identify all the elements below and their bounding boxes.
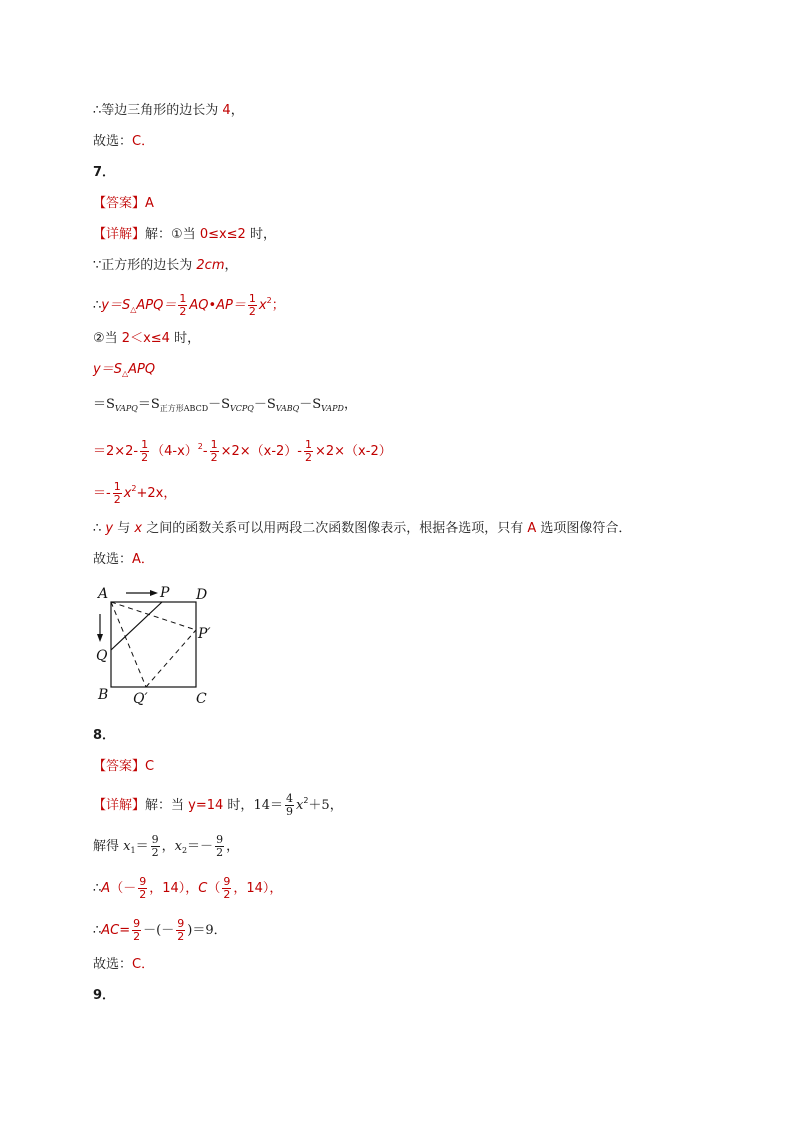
text: 故选： bbox=[93, 134, 133, 149]
math: x bbox=[258, 298, 267, 313]
math-sub: VAPQ bbox=[114, 404, 138, 413]
fraction-9-2 bbox=[215, 834, 224, 859]
question-number: 7． bbox=[93, 165, 116, 180]
math-sub: △ bbox=[121, 369, 129, 378]
text: 与 bbox=[113, 521, 135, 536]
q7-case2-line bbox=[93, 330, 200, 348]
numerator: 1 bbox=[179, 292, 187, 305]
q8-answer-line bbox=[93, 758, 154, 776]
text: ． bbox=[140, 552, 154, 567]
denominator: 2 bbox=[139, 888, 147, 901]
text: ∵正方形的边长为 bbox=[93, 258, 197, 273]
math: （ bbox=[207, 881, 221, 896]
condition: 2＜x≤4 bbox=[121, 331, 170, 346]
text: 时， bbox=[169, 331, 201, 346]
fraction-half bbox=[304, 439, 313, 464]
math: ＝S bbox=[137, 397, 160, 412]
label-q: Q bbox=[96, 648, 108, 664]
answer-tag: 【答案】 bbox=[93, 759, 146, 774]
math: ＝ bbox=[135, 839, 149, 854]
denominator: 2 bbox=[210, 451, 218, 464]
q8-points-line bbox=[93, 876, 282, 901]
denominator: 2 bbox=[141, 451, 149, 464]
fraction-half bbox=[210, 439, 219, 464]
numerator: 9 bbox=[177, 917, 185, 930]
answer-tag: 【答案】 bbox=[93, 196, 146, 211]
condition: 0≤x≤2 bbox=[199, 227, 246, 242]
text: ∴ bbox=[93, 298, 102, 313]
arrow-down-head bbox=[97, 634, 103, 642]
text: 选项图像符合． bbox=[536, 521, 632, 536]
denominator: 2 bbox=[177, 930, 185, 943]
label-a: A bbox=[98, 586, 109, 602]
math: ，14）， bbox=[233, 881, 283, 896]
text: ∴等边三角形的边长为 bbox=[93, 103, 223, 118]
text: 故选： bbox=[93, 552, 133, 567]
math: - bbox=[202, 444, 208, 459]
text: ∴ bbox=[93, 521, 106, 536]
text: 解：①当 bbox=[145, 227, 200, 242]
answer: A bbox=[132, 552, 141, 567]
q8-detail-line bbox=[93, 792, 343, 818]
arrow-right-head bbox=[150, 590, 158, 596]
text: ∴ bbox=[93, 881, 102, 896]
numerator: 1 bbox=[210, 438, 218, 451]
fraction-9-2 bbox=[151, 834, 160, 859]
answer: A bbox=[145, 196, 154, 211]
math: )＝9 bbox=[187, 923, 214, 938]
numerator: 9 bbox=[216, 833, 224, 846]
q7-y-line bbox=[93, 361, 155, 383]
detail-tag: 【详解】 bbox=[93, 227, 146, 242]
math: －(－ bbox=[143, 923, 175, 938]
math: x bbox=[295, 798, 304, 813]
math: 14＝ bbox=[253, 798, 283, 813]
math-sub: 1 bbox=[130, 846, 136, 855]
math: +2x， bbox=[136, 486, 177, 501]
q8-selection-line bbox=[93, 956, 154, 974]
denominator: 2 bbox=[223, 888, 231, 901]
numerator: 9 bbox=[139, 875, 147, 888]
fraction-9-2 bbox=[138, 876, 147, 901]
numerator: 9 bbox=[133, 917, 141, 930]
q7-number bbox=[93, 164, 115, 182]
q7-area-formula-1 bbox=[93, 292, 285, 319]
segment-pq bbox=[111, 602, 162, 650]
numerator: 9 bbox=[223, 875, 231, 888]
math: ＝S bbox=[93, 397, 115, 412]
math-sup: 2 bbox=[131, 484, 137, 493]
math: ，14）， bbox=[149, 881, 199, 896]
text: ． bbox=[141, 134, 155, 149]
text: 时， bbox=[223, 798, 254, 813]
segment-q-prime-p-prime bbox=[146, 630, 196, 687]
numerator: 4 bbox=[285, 792, 293, 805]
denominator: 2 bbox=[248, 305, 256, 318]
text: ． bbox=[141, 957, 155, 972]
math-sub: VCPQ bbox=[230, 404, 254, 413]
text: ∴ bbox=[93, 923, 102, 938]
math-sup: 2 bbox=[197, 442, 203, 451]
label-b: B bbox=[98, 687, 109, 703]
denominator: 2 bbox=[133, 930, 141, 943]
square-figure bbox=[90, 580, 230, 710]
math: ＋5 bbox=[308, 798, 330, 813]
denominator: 2 bbox=[216, 846, 224, 859]
fraction-4-9 bbox=[285, 793, 294, 818]
math: －S bbox=[208, 397, 231, 412]
question-number: 9． bbox=[93, 988, 116, 1003]
math: AC bbox=[101, 923, 120, 938]
text: ， bbox=[329, 798, 343, 813]
fraction-9-2 bbox=[222, 876, 231, 901]
q7-side-line bbox=[93, 257, 238, 275]
condition: y=14 bbox=[188, 798, 224, 813]
numerator: 1 bbox=[113, 480, 121, 493]
answer: A bbox=[527, 521, 537, 536]
math: （4-x） bbox=[151, 444, 198, 459]
math-sub: VAPD bbox=[321, 404, 344, 413]
value: 4 bbox=[222, 103, 231, 118]
denominator: 2 bbox=[305, 451, 312, 464]
math: ×2×（x-2） bbox=[315, 444, 392, 459]
math: ×2×（x-2）- bbox=[220, 444, 302, 459]
q7-selection-line bbox=[93, 551, 154, 569]
math: x bbox=[134, 521, 143, 536]
text: 解：当 bbox=[145, 798, 189, 813]
q7-conclusion bbox=[93, 520, 631, 538]
numerator: 1 bbox=[141, 438, 149, 451]
math-sub: 2 bbox=[181, 846, 188, 855]
fraction-9-2 bbox=[132, 918, 141, 943]
math-sub: 正方形ABCD bbox=[159, 404, 209, 413]
text: ， bbox=[343, 397, 357, 412]
q6-side-length-line bbox=[93, 102, 244, 120]
math: y＝S bbox=[93, 362, 122, 377]
q7-detail-line bbox=[93, 226, 276, 244]
answer: C bbox=[132, 134, 142, 149]
denominator: 2 bbox=[179, 305, 187, 318]
fraction-9-2 bbox=[176, 918, 185, 943]
math-sub: VABQ bbox=[275, 404, 300, 413]
value: 2cm bbox=[196, 258, 225, 273]
denominator: 2 bbox=[151, 846, 159, 859]
text: ； bbox=[271, 298, 285, 313]
question-number: 8． bbox=[93, 728, 116, 743]
text: ， bbox=[161, 839, 175, 854]
q6-selection-line bbox=[93, 133, 154, 151]
math-sub: △ bbox=[130, 305, 137, 314]
text: 之间的函数关系可以用两段二次函数图像表示，根据各选项，只有 bbox=[142, 521, 528, 536]
numerator: 1 bbox=[248, 292, 256, 305]
math: ＝2×2- bbox=[93, 444, 139, 459]
text: ． bbox=[213, 923, 227, 938]
math: x bbox=[123, 486, 132, 501]
label-p: P bbox=[160, 585, 170, 601]
math: AQ•AP＝ bbox=[189, 298, 246, 313]
answer: C bbox=[132, 957, 142, 972]
answer: C bbox=[145, 759, 155, 774]
denominator: 9 bbox=[285, 805, 293, 818]
fraction-half bbox=[140, 439, 149, 464]
text: ， bbox=[226, 839, 240, 854]
fraction-half bbox=[113, 481, 122, 506]
math: C bbox=[198, 881, 208, 896]
q8-number bbox=[93, 727, 115, 745]
text: 时， bbox=[245, 227, 276, 242]
fraction-half bbox=[248, 293, 257, 318]
math: A bbox=[101, 881, 111, 896]
math: x bbox=[123, 839, 131, 854]
label-q-prime: Q′ bbox=[133, 691, 148, 707]
q9-number bbox=[93, 987, 115, 1005]
math: ＝－ bbox=[187, 839, 214, 854]
text: ， bbox=[230, 103, 244, 118]
math: ＝- bbox=[93, 486, 111, 501]
label-p-prime: P′ bbox=[198, 626, 211, 642]
math: －S bbox=[299, 397, 322, 412]
math: y＝S bbox=[101, 298, 131, 313]
math: x bbox=[174, 839, 182, 854]
math: y bbox=[105, 521, 114, 536]
fraction-half bbox=[178, 293, 187, 318]
q7-calculation bbox=[93, 438, 392, 464]
math: APQ＝ bbox=[136, 298, 177, 313]
q8-ac-line bbox=[93, 918, 227, 943]
q8-solution-line bbox=[93, 834, 239, 860]
math: APQ bbox=[128, 362, 156, 377]
label-d: D bbox=[196, 587, 208, 603]
detail-tag: 【详解】 bbox=[93, 798, 146, 813]
math: （－ bbox=[110, 881, 137, 896]
q7-result bbox=[93, 480, 176, 506]
denominator: 2 bbox=[113, 493, 121, 506]
numerator: 1 bbox=[305, 438, 312, 451]
math-sup: 2 bbox=[303, 796, 309, 805]
label-c: C bbox=[196, 691, 207, 707]
q7-area-difference bbox=[93, 396, 357, 418]
math: －S bbox=[253, 397, 276, 412]
q7-answer-line bbox=[93, 195, 154, 213]
text: 解得 bbox=[93, 839, 124, 854]
math-sup: 2 bbox=[266, 296, 272, 305]
numerator: 9 bbox=[151, 833, 159, 846]
text: ②当 bbox=[93, 331, 122, 346]
math: = bbox=[119, 923, 131, 938]
text: 故选： bbox=[93, 957, 133, 972]
segment-ap-prime bbox=[111, 602, 196, 630]
text: ， bbox=[224, 258, 238, 273]
